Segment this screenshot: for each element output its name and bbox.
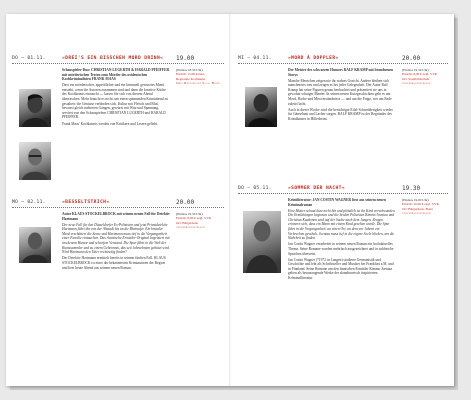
info-line: (Einlass 19.00 Uhr) xyxy=(402,198,429,202)
event-description xyxy=(288,68,396,180)
event-text: Frank Maas' Kochkrimis werden von Kritikern und Lesern geliebt. xyxy=(62,121,158,126)
event-text: Jan Costin Wagner verarbeitet in seinem neuen Roman ein hochaktuelles Thema. Seine Romane wurden mehrfach ausgezeichnet und in zahlreiche Sprachen übersetzt. xyxy=(288,242,394,256)
info-line: vorverkaufsstellen xyxy=(402,211,431,216)
event-text: Der neue Fall für den Düsseldorfer Ex-Polizisten und jetzt Privatdetektiv Hartmann führt ihn von der Altstadt bis an die Rheinufer. Ein brutaler Mord erschüttert die Szene und Hartmann muss tief in die Vergangenheit einer Familie eintauchen. Das rheinische Ermittler-Original begeistert mit trockenem Humor und scharfem Verstand. Die Spur führt in die Welt der Kunstsammler und zu einem Geheimnis, das seit Jahrzehnten gehütet wird. Wird Hartmann den Täter rechtzeitig finden? xyxy=(62,222,170,255)
event-time: 19.30 xyxy=(402,185,421,192)
event-date: DO – 05.11. xyxy=(238,186,272,191)
divider xyxy=(238,63,448,64)
divider xyxy=(12,63,224,64)
event-info xyxy=(176,68,226,128)
event-text: Der Detektiv Hartmann ermittelt bereits in seinem fünften Fall. KLAUS STOCKELBROCK ist einer der bekanntesten Krimiautoren der Region und liest heute Abend aus seinem neuen Roman. xyxy=(62,256,166,270)
portrait-silhouette-icon xyxy=(243,211,281,273)
author-photo xyxy=(243,211,281,273)
event-date: MO – 02.11. xyxy=(12,200,46,205)
info-line: Eintritt: 15,00 € inkl. xyxy=(176,72,205,77)
event-lead: Krimiliteratur: JAN COSTIN WAGNER liest aus seinem neuen Kriminalroman xyxy=(288,198,386,207)
author-photo xyxy=(245,87,277,127)
event-text: Manche Menschen zeigen nie ihr wahres Gesicht. Andere bleiben sich mancherorts treu und zeigen es bei jeder Gelegenheit. Der Autor Ralf Kramp hat seine Figuren genau beobachtet und präsentiert sie uns in gewohnt schräger Manier. In seinen neuen Kurzgeschichten geht es um Mord, Rache und Missverständnisse — und um die Frage, wer am Ende zuletzt lacht. xyxy=(288,78,392,106)
divider xyxy=(238,193,448,194)
author-photo xyxy=(19,142,51,180)
event-title: »SOMMER DER NACHT« xyxy=(288,186,345,191)
info-line: Eintritt: 8,00 € zzgl. VVK xyxy=(176,216,212,221)
event-text: Dass ein mörderischer, appetitlicher und ein kriminell gewürztes Menü entsteht, wenn die Autoren zusammen sind und dann die kreative Küche des Kochkrimis eintaucht — lassen Sie sich von diesem Abend überraschen. Mehr braucht es nicht, um einen spannenden Krimiabend zu gestalten: die Genüsse verbinden sich, Kultur mit Fleisch und Blut, bewusst gleich mehreren Gängen, gewürzt mit Witz und Spannung, serviert von den Schauspielern CHRISTIAN LUGERTH und HARALD PFEIFFER. xyxy=(62,83,168,120)
event-info xyxy=(176,212,226,272)
info-line: Ort: Stadtbibliothek xyxy=(402,76,430,81)
info-line: (Einlass 19.30 Uhr) xyxy=(402,68,429,72)
event-description xyxy=(288,198,396,374)
info-line: (Einlass 19.30 Uhr) xyxy=(176,212,203,216)
info-line: Regionale Kochkunst xyxy=(176,76,206,81)
event-lead: Schauspieler-Duo: CHRISTIAN LUGERTH & HARALD PFEIFFER mit mörderischen Texten zum Mörder des ostdeutschen Kochkriminalisten FRANK MAAS xyxy=(62,68,170,82)
info-line: Eintritt: 10,00 € zzgl. VVK xyxy=(402,202,440,207)
event-description xyxy=(62,68,170,178)
info-line: vorverkaufsstellen xyxy=(402,81,431,86)
event-time: 19.00 xyxy=(176,55,195,62)
author-photo xyxy=(19,89,51,127)
brochure-spread xyxy=(6,14,454,386)
event-description xyxy=(62,212,170,370)
event-text: Auch in dieser Woche wird die berüchtigte Eifel-Schnodderigkeit wieder für Gänsehaut und Lacher sorgen. RALF KRAMP ist der Begründer des Krimihauses in Hillesheim. xyxy=(288,107,393,121)
info-line: Ort: Bürgerhaus xyxy=(176,220,198,225)
event-text: Jan Costin Wagner (*1972 in Langen) studierte Germanistik und Geschichte und lebt als Schriftsteller und Musiker bei Frankfurt a.M. und in Finnland. Seine Romane um den finnischen Ermittler Kimmo Joentaa gelten als herausragende Werke der skandinavisch inspirierten Kriminalliteratur. xyxy=(288,257,394,280)
event-info xyxy=(402,68,450,128)
event-date: MI – 04.11. xyxy=(238,56,272,61)
event-title: »DREI'S EIN BISSCHEN MORD DRINN« xyxy=(62,56,164,61)
event-info xyxy=(402,198,450,258)
event-lead: Der Meister des schwarzen Humors RALF KRAMP mit brandneuen Storys xyxy=(288,68,394,77)
event-title: »BESSELTSTRICH« xyxy=(62,200,110,205)
event-lead: Autor KLAUS STOCKELBROCK mit seinem neuen Fall für Detektiv Hartmann xyxy=(62,212,170,221)
event-time: 20.00 xyxy=(176,199,195,206)
event-date: DO – 01.11. xyxy=(12,56,46,61)
portrait-silhouette-icon xyxy=(19,227,51,263)
portrait-silhouette-icon xyxy=(19,89,51,127)
portrait-silhouette-icon xyxy=(19,142,51,180)
divider xyxy=(12,207,224,208)
event-time: 20.00 xyxy=(402,55,421,62)
author-photo xyxy=(19,227,51,263)
info-line: Ort: Restaurant Saal, Bonn xyxy=(176,81,220,86)
info-line: Ort: Bürgerhaus, Bonn xyxy=(402,206,433,211)
info-line: Eintritt: 8,00 € zzgl. VVK xyxy=(402,72,438,77)
info-line: (Einlass 18.30 Uhr) xyxy=(176,68,203,72)
event-text: Eine Mutter schaut kurz nicht hin und plötzlich ist ihr Kind verschwunden. Die Ermittlungen beginnen und die beiden Polizisten Kimmo Joentaa und Christian Kaukonen sind auf der Suche nach dem Jungen. Zeugen erinnern sich, dass ein Mann mit einem Kind gesehen wurde. Die Spur führt in die Vergangenheit, an einen Ort, an dem vor Jahren ein Verbrechen geschah. Joentaa muss tief in die eigene Seele blicken, um die Wahrheit zu finden. xyxy=(288,208,396,241)
info-line: vorverkaufsstellen xyxy=(176,225,205,230)
page-fold xyxy=(229,14,231,386)
portrait-silhouette-icon xyxy=(245,87,277,127)
event-title: »MORD À DOPPLER« xyxy=(288,56,339,61)
